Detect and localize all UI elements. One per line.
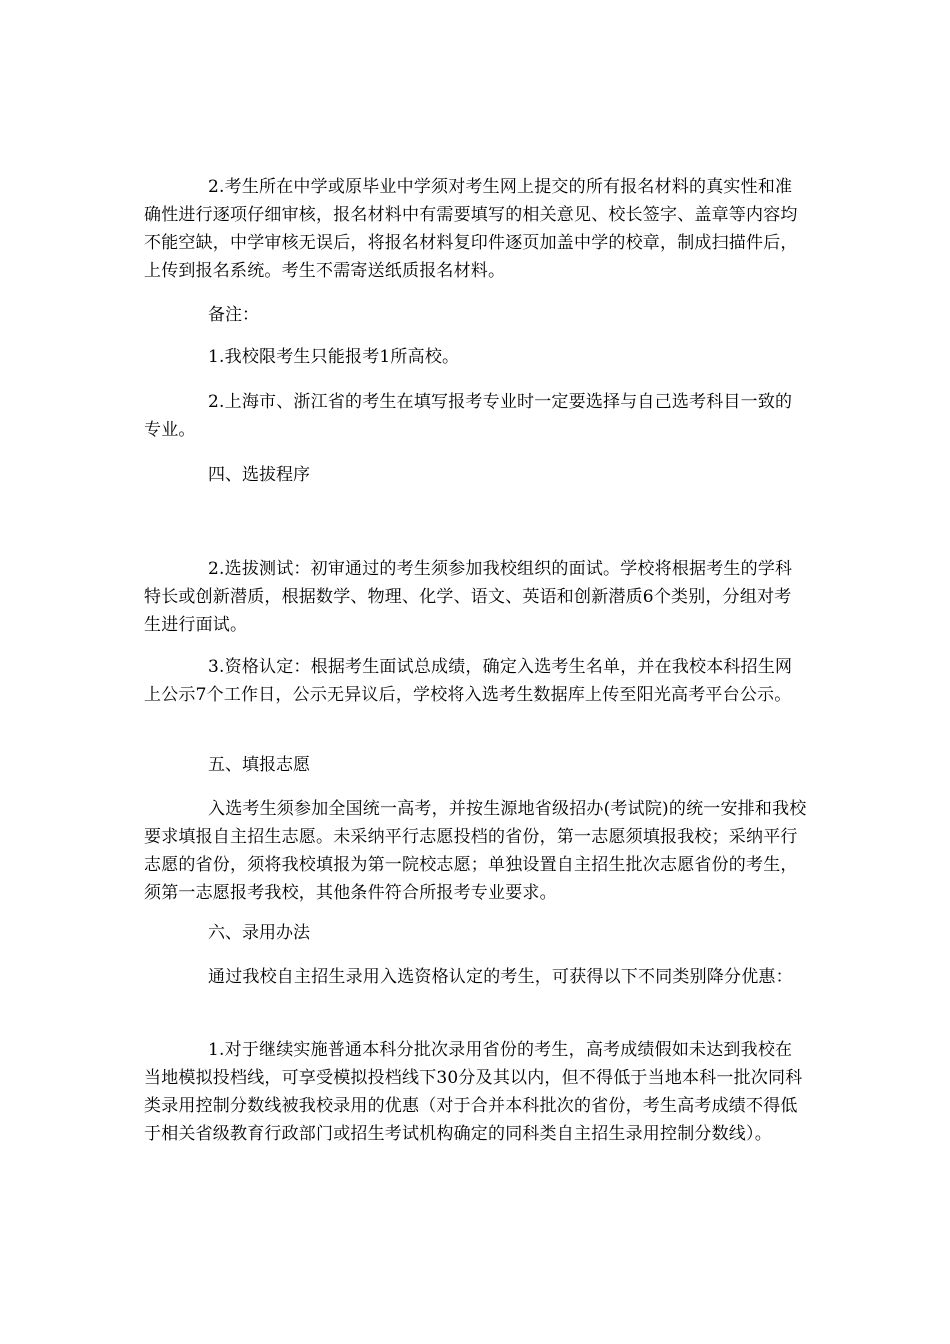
section-4-title: 四、选拔程序	[208, 465, 310, 485]
notes-label: 备注：	[208, 305, 259, 325]
note-item-1: 1.我校限考生只能报考1所高校。	[208, 347, 460, 367]
paragraph-admission-intro: 通过我校自主招生录用入选资格认定的考生，可获得以下不同类别降分优惠：	[208, 967, 793, 987]
note-item-2: 2.上海市、浙江省的考生在填写报考专业时一定要选择与自己选考科目一致的专业。	[144, 392, 793, 440]
paragraph-selection-test: 2.选拔测试：初审通过的考生须参加我校组织的面试。学校将根据考生的学科特长或创新潜质，根据数学、物理、化学、语文、英语和创新潜质6个类别，分组对考生进行面试。	[144, 559, 793, 635]
section-5-title: 五、填报志愿	[208, 755, 310, 775]
paragraph-material-review: 2.考生所在中学或原毕业中学须对考生网上提交的所有报名材料的真实性和准确性进行逐项仔细审核，报名材料中有需要填写的相关意见、校长签字、盖章等内容均不能空缺，中学审核无误后，将报名材料复印件逐页加盖中学的校章，制成扫描件后，上传到报名系统。考生不需寄送纸质报名材料。	[144, 177, 798, 281]
paragraph-qualification: 3.资格认定：根据考生面试总成绩，确定入选考生名单，并在我校本科招生网上公示7个工作日，公示无异议后，学校将入选考生数据库上传至阳光高考平台公示。	[144, 657, 793, 705]
paragraph-admission-1: 1.对于继续实施普通本科分批次录用省份的考生，高考成绩假如未达到我校在当地模拟投档线，可享受模拟投档线下30分及其以内，但不得低于当地本科一批次同科类录用控制分数线被我校录用的优惠（对于合并本科批次的省份，考生高考成绩不得低于相关省级教育行政部门或招生考试机构确定的同科类自主招生录用控制分数线）。	[144, 1040, 803, 1144]
paragraph-volunteer: 入选考生须参加全国统一高考，并按生源地省级招办(考试院)的统一安排和我校要求填报自主招生志愿。未采纳平行志愿投档的省份，第一志愿须填报我校；采纳平行志愿的省份，须将我校填报为第一院校志愿；单独设置自主招生批次志愿省份的考生，须第一志愿报考我校，其他条件符合所报考专业要求。	[144, 799, 807, 903]
section-6-title: 六、录用办法	[208, 923, 310, 943]
